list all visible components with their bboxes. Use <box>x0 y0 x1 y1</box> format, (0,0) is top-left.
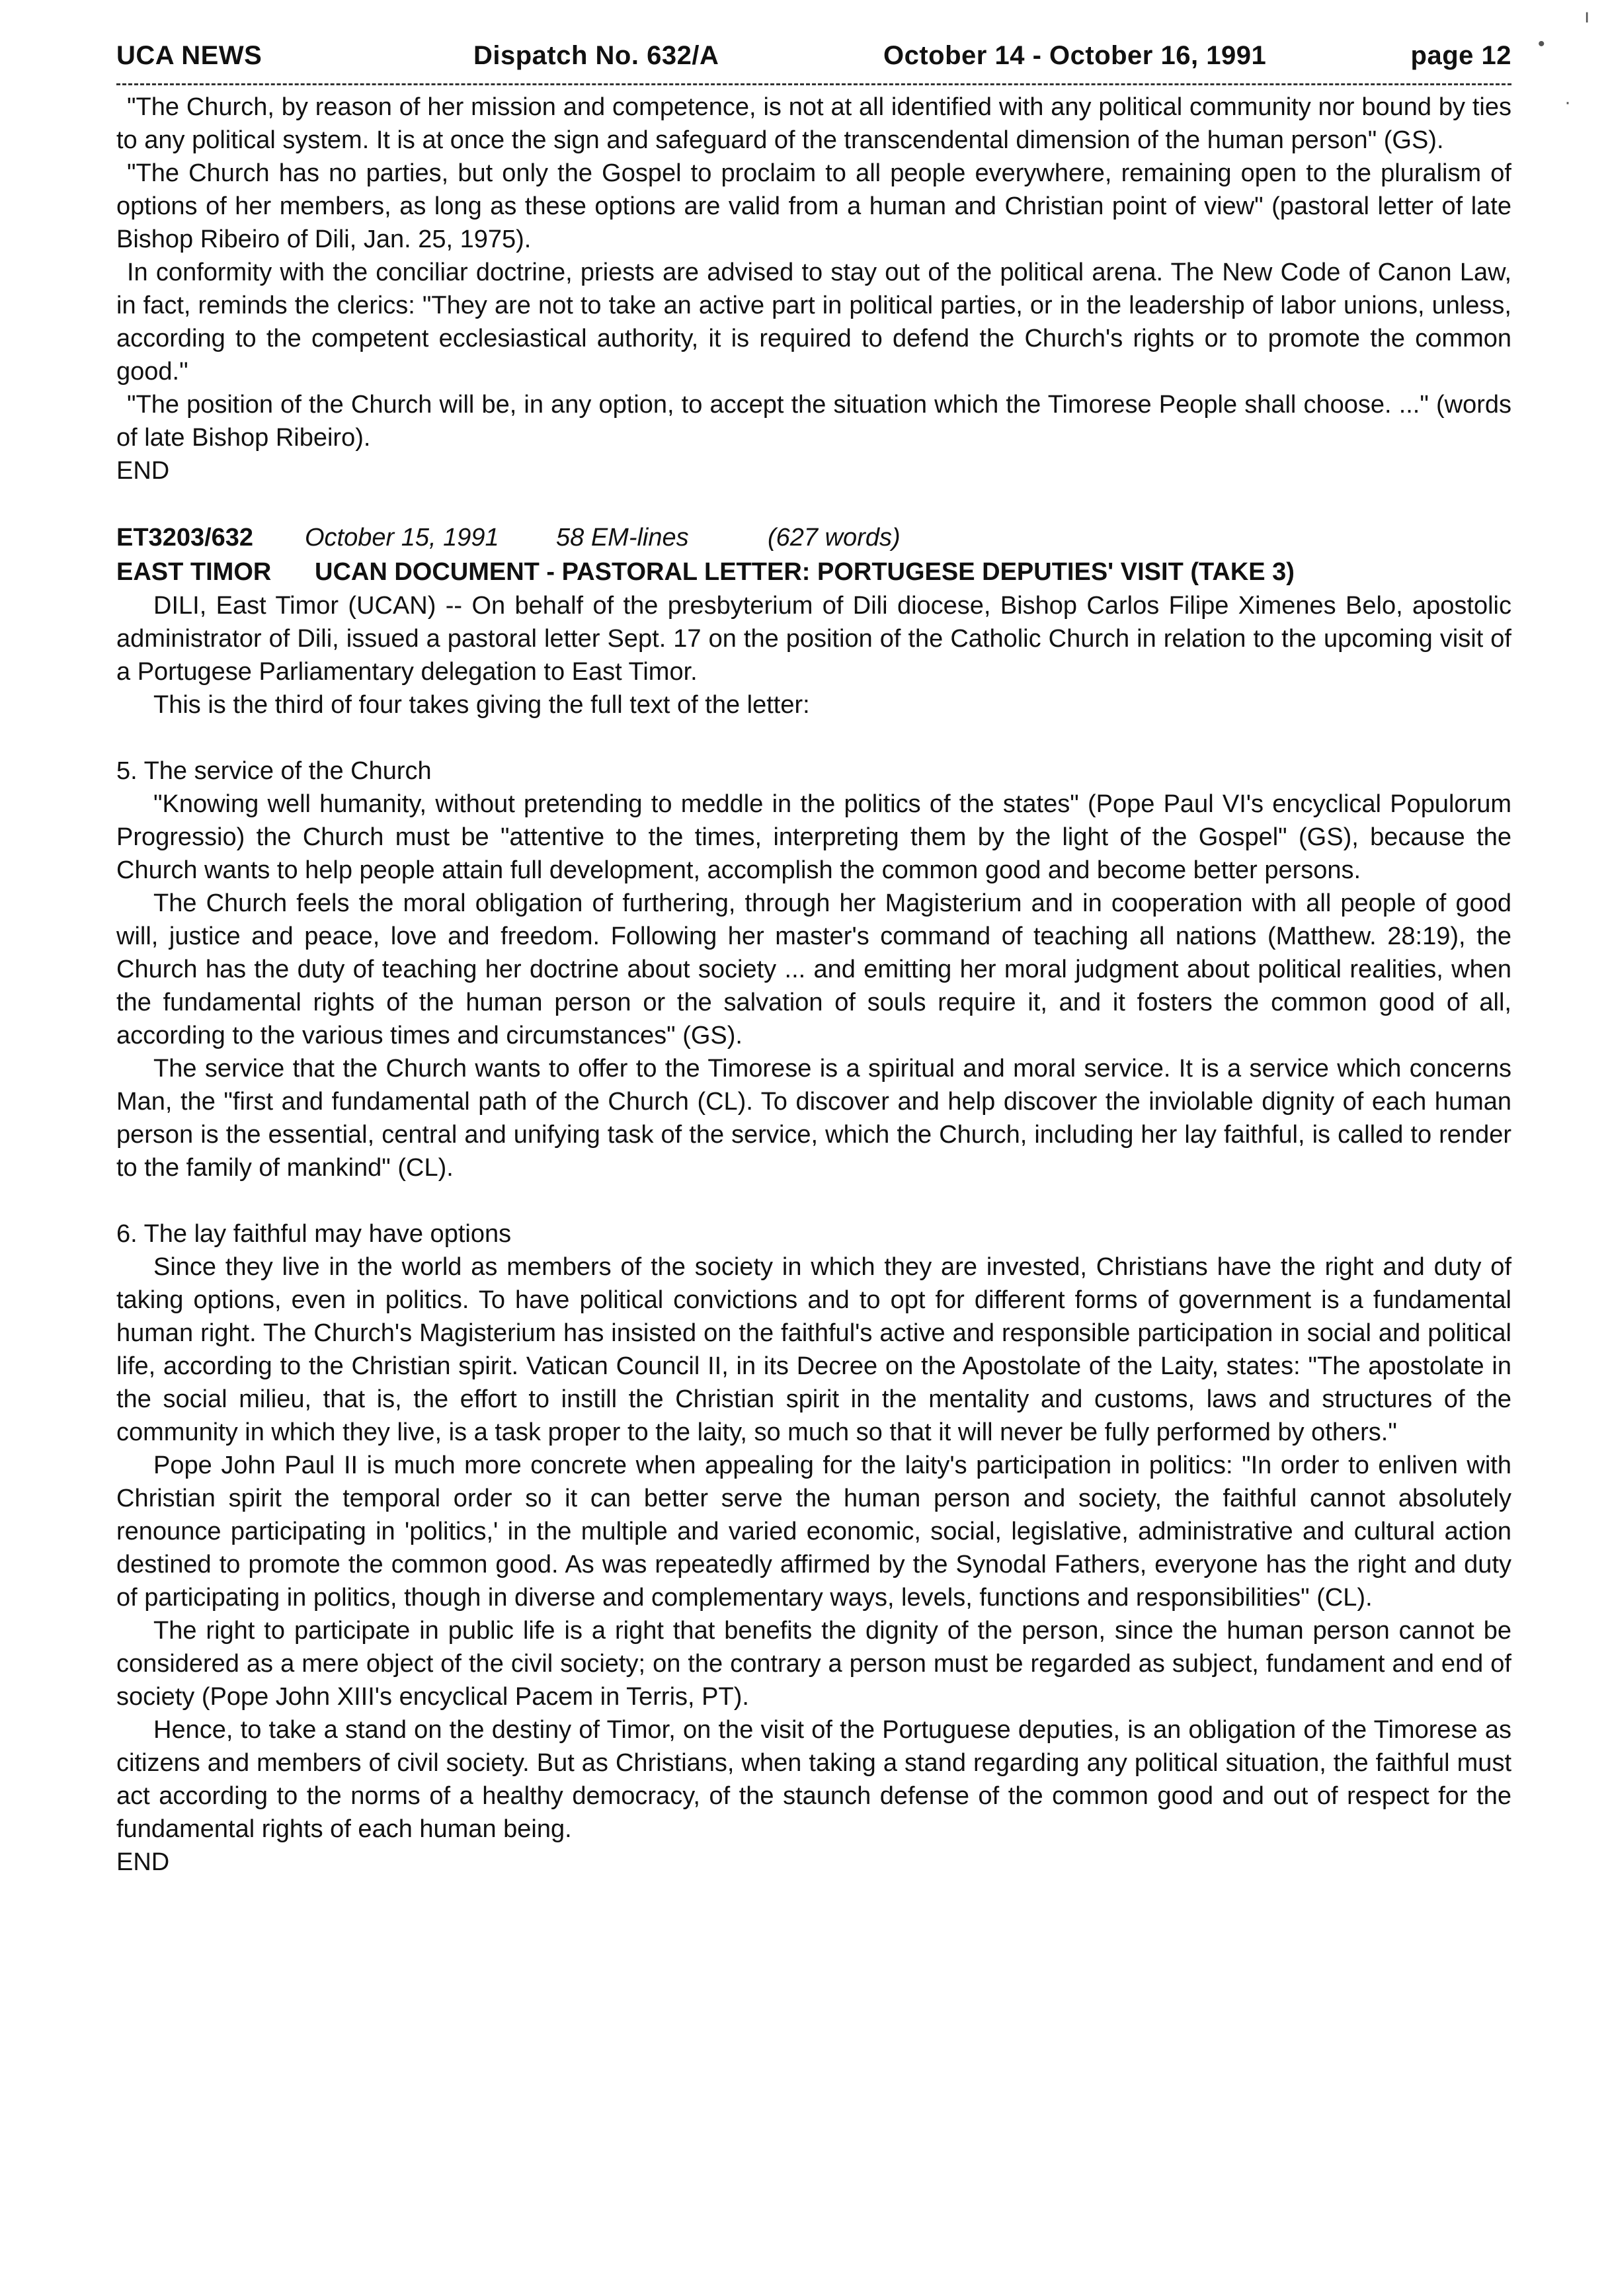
paragraph: "Knowing well humanity, without pretending to meddle in the politics of the states" (Pope Paul VI's encyclical Populorum Progressio) the Church must be "attentive to the times, interpreting them by the light of the Gospel" (GS), because the Church wants to help people attain full development, accomplish the common good and become better persons. <box>116 790 1511 884</box>
scan-speck: · <box>1564 91 1571 113</box>
section-6-title: 6. The lay faithful may have options <box>116 1220 512 1248</box>
previous-take-section <box>116 91 1511 487</box>
headline-place: EAST TIMOR <box>116 558 272 586</box>
scan-speck: • <box>1538 33 1545 55</box>
story-section <box>116 520 1511 1879</box>
paragraph: Since they live in the world as members of the society in which they are invested, Christians have the right and duty of taking options, even in politics. To have political convictions and to opt for different forms of government is a fundamental human right. The Church's Magisterium has insisted on the faithful's active and responsible participation in social and political life, according to the Christian spirit. Vatican Council II, in its Decree on the Apostolate of the Laity, states: "The apostolate in the social milieu, that is, the effort to instill the Christian spirit in the mentality and customs, laws and structures of the community in which they live, is a task proper to the laity, so much so that it will never be fully performed by others." <box>116 1253 1511 1446</box>
header-source: UCA NEWS <box>116 41 262 70</box>
story-headline <box>116 555 1511 589</box>
slug-date: October 15, 1991 <box>305 524 499 552</box>
paragraph: The service that the Church wants to offer to the Timorese is a spiritual and moral service. It is a service which concerns Man, the "first and fundamental path of the Church (CL). To discover and help discover the inviolable dignity of each human person is the essential, central and unifying task of the service, which the Church, including her lay faithful, is called to render to the family of mankind" (CL). <box>116 1055 1511 1182</box>
end-marker: END <box>116 457 170 485</box>
paragraph: Pope John Paul II is much more concrete when appealing for the laity's participation in politics: "In order to enliven with Christian spirit the temporal order so it can better serve the human person and society, the faithful cannot absolutely renounce participating in 'politics,' in the multiple and varied economic, social, legislative, administrative and cultural action destined to promote the common good. As was repeatedly affirmed by the Synodal Fathers, everyone has the right and duty of participating in politics, though in diverse and complementary ways, levels, functions and responsibilities" (CL). <box>116 1452 1511 1612</box>
paragraph: "The position of the Church will be, in any option, to accept the situation which the Timorese People shall choose. ..." (words of late Bishop Ribeiro). <box>116 391 1511 452</box>
paragraph: In conformity with the conciliar doctrine, priests are advised to stay out of the political arena. The New Code of Canon Law, in fact, reminds the clerics: "They are not to take an active part in political parties, or in the leadership of labor unions, unless, according to the competent ecclesiastical authority, it is required to defend the Church's rights or to promote the common good." <box>116 259 1511 386</box>
paragraph: The right to participate in public life is a right that benefits the dignity of the person, since the human person cannot be considered as a mere object of the civil society; on the contrary a person must be regarded as subject, fundament and end of society (Pope John XIII's encyclical Pacem in Terris, PT). <box>116 1617 1511 1711</box>
story-slug <box>116 520 1511 555</box>
headline-text: UCAN DOCUMENT - PASTORAL LETTER: PORTUGESE DEPUTIES' VISIT (TAKE 3) <box>315 558 1295 586</box>
document-page <box>116 41 1511 1879</box>
header-page-number: page 12 <box>1410 41 1511 70</box>
paragraph: "The Church has no parties, but only the Gospel to proclaim to all people everywhere, remaining open to the pluralism of options of her members, as long as these options are valid from a human and Christian point of view" (pastoral letter of late Bishop Ribeiro of Dili, Jan. 25, 1975). <box>116 159 1511 253</box>
slug-words: (627 words) <box>768 524 901 552</box>
story-intro: This is the third of four takes giving the full text of the letter: <box>153 691 810 719</box>
page-header <box>116 41 1511 75</box>
paragraph: "The Church, by reason of her mission and competence, is not at all identified with any political community nor bound by ties to any political system. It is at once the sign and safeguard of the transcendental dimension of the human person" (GS). <box>116 93 1511 154</box>
header-divider <box>116 83 1511 85</box>
story-lead: DILI, East Timor (UCAN) -- On behalf of the presbyterium of Dili diocese, Bishop Carlos Filipe Ximenes Belo, apostolic administrator of Dili, issued a pastoral letter Sept. 17 on the position of the Catholic Church in relation to the upcoming visit of a Portugese Parliamentary delegation to East Timor. <box>116 592 1511 686</box>
end-marker: END <box>116 1848 170 1876</box>
section-5-title: 5. The service of the Church <box>116 757 432 785</box>
header-date-range: October 14 - October 16, 1991 <box>883 41 1267 70</box>
slug-id: ET3203/632 <box>116 524 254 552</box>
paragraph: Hence, to take a stand on the destiny of Timor, on the visit of the Portuguese deputies, is an obligation of the Timorese as citizens and members of civil society. But as Christians, when taking a stand regarding any political situation, the faithful must act according to the norms of a healthy democracy, of the staunch defense of the common good and out of respect for the fundamental rights of each human being. <box>116 1716 1511 1843</box>
paragraph: The Church feels the moral obligation of furthering, through her Magisterium and in cooperation with all people of good will, justice and peace, love and freedom. Following her master's command of teaching all nations (Matthew. 28:19), the Church has the duty of teaching her doctrine about society ... and emitting her moral judgment about political realities, when the fundamental rights of the human person or the salvation of souls require it, and it fosters the common good of all, according to the various times and circumstances" (GS). <box>116 889 1511 1049</box>
slug-lines: 58 EM-lines <box>556 524 689 552</box>
header-dispatch: Dispatch No. 632/A <box>473 41 719 70</box>
scan-speck: ı <box>1584 5 1590 27</box>
